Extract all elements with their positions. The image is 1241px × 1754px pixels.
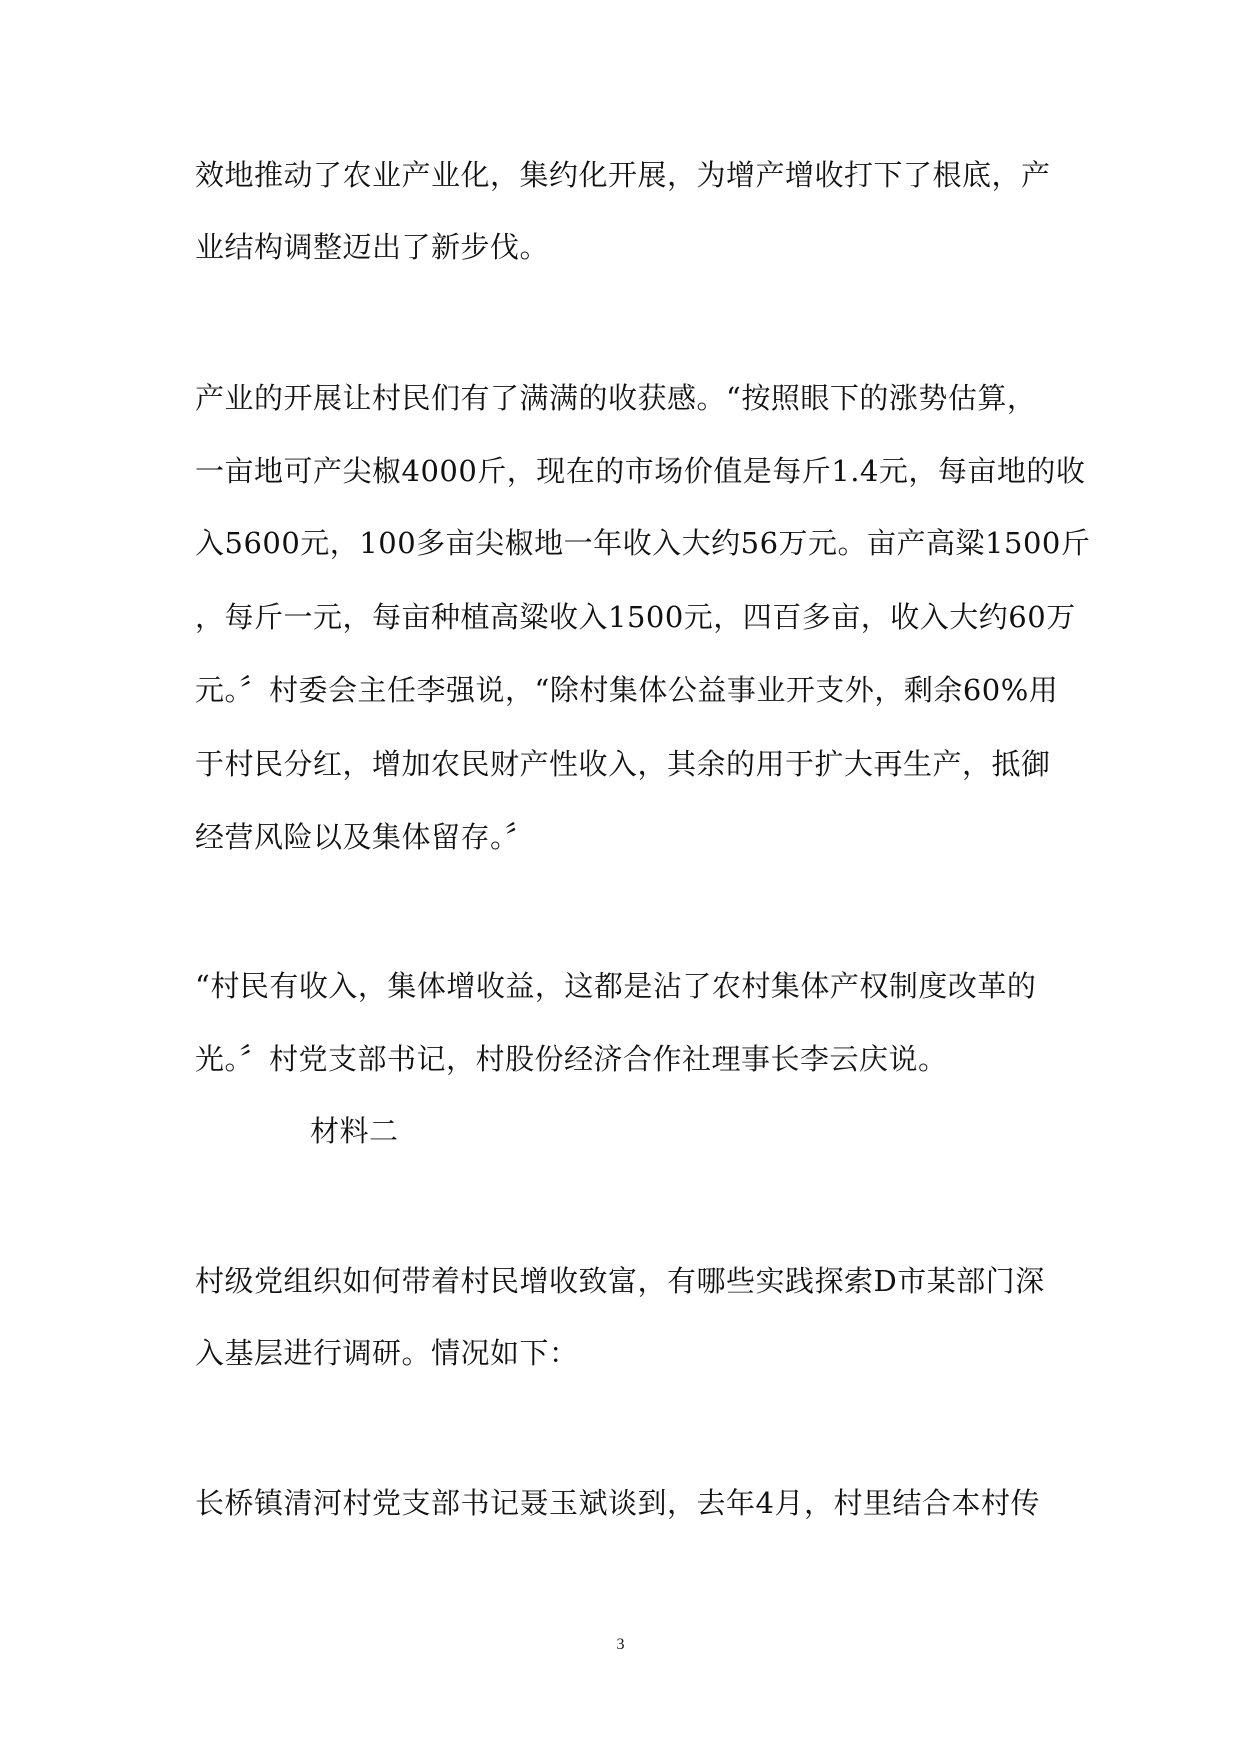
- text-line: 于村民分红，增加农民财产性收入，其余的用于扩大再生产，抵御: [195, 747, 1051, 781]
- text-line: 入基层进行调研。情况如下：: [195, 1336, 579, 1370]
- text-line: 经营风险以及集体留存。〞: [195, 820, 535, 854]
- text-line: 产业的开展让村民们有了满满的收获感。“按照眼下的涨势估算，: [195, 381, 1037, 415]
- text-line: 一亩地可产尖椒4000斤，现在的市场价值是每斤1.4元，每亩地的收: [195, 454, 1086, 488]
- text-line: 业结构调整迈出了新步伐。: [195, 230, 550, 264]
- text-line: ，每斤一元，每亩种植高粱收入1500元，四百多亩，收入大约60万: [195, 600, 1076, 634]
- text-line: 光。〞村党支部书记，村股份经济合作社理事长李云庆说。: [195, 1042, 948, 1076]
- text-line: 长桥镇清河村党支部书记聂玉斌谈到，去年4月，村里结合本村传: [195, 1486, 1040, 1520]
- page-number: 3: [616, 1636, 625, 1653]
- text-line: 入5600元，100多亩尖椒地一年收入大约56万元。亩产高粱1500斤: [195, 526, 1091, 560]
- section-heading: 材料二: [310, 1114, 399, 1148]
- text-line: 效地推动了农业产业化，集约化开展，为增产增收打下了根底，产: [195, 158, 1051, 192]
- text-line: “村民有收入，集体增收益，这都是沾了农村集体产权制度改革的: [195, 969, 1037, 1003]
- text-line: 元。〞村委会主任李强说，“除村集体公益事业开支外，剩余60%用: [195, 673, 1059, 707]
- text-line: 村级党组织如何带着村民增收致富，有哪些实践探索D市某部门深: [195, 1264, 1045, 1298]
